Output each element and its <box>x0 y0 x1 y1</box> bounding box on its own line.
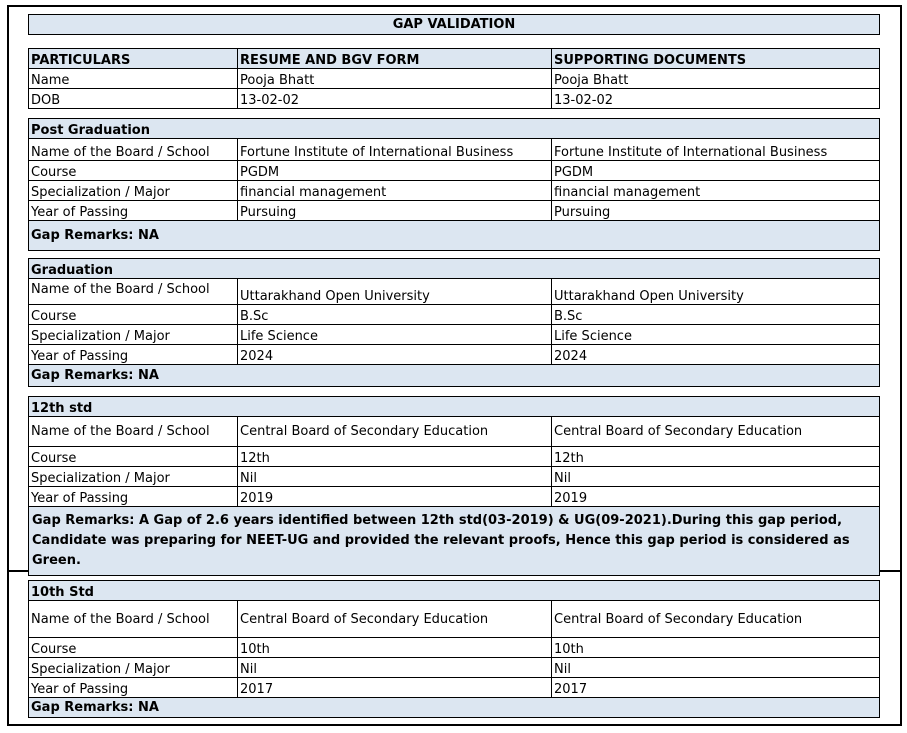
table-row <box>29 279 880 305</box>
page-title: GAP VALIDATION <box>28 14 880 35</box>
table-row <box>29 487 880 507</box>
section-heading-row <box>29 581 880 601</box>
row-label: Course <box>29 447 238 467</box>
table-row <box>29 181 880 201</box>
docs-value: 2017 <box>552 678 880 698</box>
gap-remarks-row <box>29 221 880 251</box>
table-row <box>29 325 880 345</box>
resume-value: B.Sc <box>238 305 552 325</box>
basic-info-table-wrap <box>28 48 880 109</box>
resume-value: Pursuing <box>238 201 552 221</box>
resume-value: Central Board of Secondary Education <box>238 601 552 638</box>
section-heading: 12th std <box>29 397 880 417</box>
twelfth-table <box>28 396 880 576</box>
gap-remarks: Gap Remarks: NA <box>29 221 880 251</box>
grad-table <box>28 258 880 387</box>
docs-value: Life Science <box>552 325 880 345</box>
table-row <box>29 678 880 698</box>
resume-value: Central Board of Secondary Education <box>238 417 552 447</box>
row-label: Name of the Board / School <box>29 279 238 305</box>
docs-value: PGDM <box>552 161 880 181</box>
header-row <box>29 49 880 69</box>
resume-value: Uttarakhand Open University <box>238 279 552 305</box>
docs-value: B.Sc <box>552 305 880 325</box>
resume-value: 2024 <box>238 345 552 365</box>
section-heading: Post Graduation <box>29 119 880 139</box>
resume-value: 12th <box>238 447 552 467</box>
row-label: Specialization / Major <box>29 658 238 678</box>
row-label: Name of the Board / School <box>29 601 238 638</box>
gap-remarks: Gap Remarks: NA <box>29 365 880 387</box>
table-row <box>29 417 880 447</box>
pg-section <box>28 118 880 251</box>
docs-value: 2024 <box>552 345 880 365</box>
docs-value: 13-02-02 <box>552 89 880 109</box>
resume-value: financial management <box>238 181 552 201</box>
twelfth-section <box>28 396 880 576</box>
section-heading: 10th Std <box>29 581 880 601</box>
resume-value: Pooja Bhatt <box>238 69 552 89</box>
docs-value: financial management <box>552 181 880 201</box>
resume-value: Fortune Institute of International Business <box>238 139 552 161</box>
table-row <box>29 161 880 181</box>
row-label: Name of the Board / School <box>29 417 238 447</box>
resume-value: Nil <box>238 658 552 678</box>
table-row <box>29 658 880 678</box>
resume-value: 2019 <box>238 487 552 507</box>
header-docs: SUPPORTING DOCUMENTS <box>552 49 880 69</box>
row-label: Course <box>29 305 238 325</box>
pg-table <box>28 118 880 251</box>
table-row <box>29 447 880 467</box>
row-label: Specialization / Major <box>29 181 238 201</box>
table-row <box>29 467 880 487</box>
table-row <box>29 139 880 161</box>
docs-value: Uttarakhand Open University <box>552 279 880 305</box>
basic-info-table <box>28 48 880 109</box>
section-heading: Graduation <box>29 259 880 279</box>
tenth-table <box>28 580 880 718</box>
docs-value: Nil <box>552 467 880 487</box>
resume-value: PGDM <box>238 161 552 181</box>
resume-value: Nil <box>238 467 552 487</box>
table-row <box>29 201 880 221</box>
resume-value: 2017 <box>238 678 552 698</box>
gap-remarks: Gap Remarks: A Gap of 2.6 years identified between 12th std(03-2019) & UG(09-2021).During this gap period, Candidate was preparing for NEET-UG and provided the relevant proofs, Hence this gap period is considered as Green. <box>29 507 880 576</box>
row-label: Name of the Board / School <box>29 139 238 161</box>
table-row <box>29 305 880 325</box>
docs-value: Pursuing <box>552 201 880 221</box>
row-label: Course <box>29 638 238 658</box>
table-row <box>29 601 880 638</box>
header-resume: RESUME AND BGV FORM <box>238 49 552 69</box>
docs-value: 10th <box>552 638 880 658</box>
gap-remarks-row <box>29 365 880 387</box>
row-label: Name <box>29 69 238 89</box>
gap-remarks: Gap Remarks: NA <box>29 698 880 718</box>
table-row <box>29 69 880 89</box>
grad-section <box>28 258 880 387</box>
docs-value: 12th <box>552 447 880 467</box>
header-particulars: PARTICULARS <box>29 49 238 69</box>
row-label: Year of Passing <box>29 345 238 365</box>
docs-value: Nil <box>552 658 880 678</box>
row-label: Course <box>29 161 238 181</box>
section-heading-row <box>29 119 880 139</box>
docs-value: Central Board of Secondary Education <box>552 417 880 447</box>
docs-value: Pooja Bhatt <box>552 69 880 89</box>
resume-value: 13-02-02 <box>238 89 552 109</box>
row-label: Year of Passing <box>29 201 238 221</box>
docs-value: Fortune Institute of International Business <box>552 139 880 161</box>
section-heading-row <box>29 259 880 279</box>
resume-value: 10th <box>238 638 552 658</box>
row-label: Year of Passing <box>29 487 238 507</box>
row-label: DOB <box>29 89 238 109</box>
gap-remarks-row <box>29 507 880 576</box>
tenth-section <box>28 580 880 718</box>
table-row <box>29 638 880 658</box>
row-label: Specialization / Major <box>29 325 238 345</box>
row-label: Year of Passing <box>29 678 238 698</box>
table-row <box>29 89 880 109</box>
row-label: Specialization / Major <box>29 467 238 487</box>
section-heading-row <box>29 397 880 417</box>
resume-value: Life Science <box>238 325 552 345</box>
gap-remarks-row <box>29 698 880 718</box>
docs-value: Central Board of Secondary Education <box>552 601 880 638</box>
docs-value: 2019 <box>552 487 880 507</box>
table-row <box>29 345 880 365</box>
